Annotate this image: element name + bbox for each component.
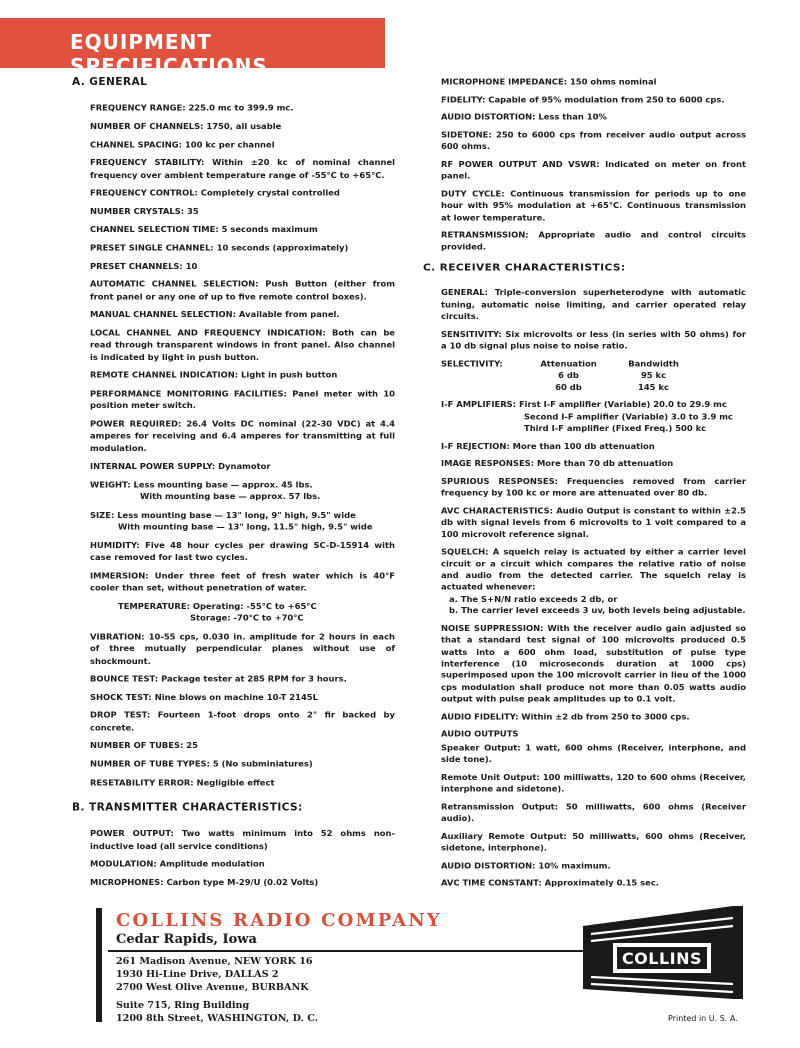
spec-key: SPURIOUS RESPONSES: bbox=[441, 476, 558, 486]
spec-key: MODULATION: bbox=[90, 859, 157, 869]
right-column bbox=[423, 76, 747, 895]
spec-key: WEIGHT: bbox=[90, 479, 131, 490]
receiver-spec-list-3 bbox=[441, 860, 746, 889]
spec-value: Operating: -55°C to +65°C bbox=[192, 600, 317, 611]
spec-key: IMAGE RESPONSES: bbox=[441, 458, 535, 469]
spec-item bbox=[441, 188, 746, 223]
office-addresses bbox=[116, 956, 318, 1026]
spec-value: 100 kc per channel bbox=[184, 139, 275, 150]
spec-value: 10% maximum. bbox=[538, 860, 611, 871]
spec-key: MICROPHONES: bbox=[90, 877, 164, 888]
spec-size bbox=[90, 509, 395, 533]
section-heading-general: A. GENERAL bbox=[72, 76, 148, 88]
spec-weight bbox=[90, 478, 395, 502]
spec-key: NUMBER OF CHANNELS: bbox=[90, 121, 204, 131]
spec-key: SIDETONE: bbox=[441, 129, 492, 140]
spec-value: 25 bbox=[186, 740, 198, 751]
spec-value: 100 milliwatts, 120 to 600 ohms (Receiver, interphone and sidetone). bbox=[441, 772, 746, 794]
general-spec-list-2 bbox=[90, 630, 395, 788]
spec-item bbox=[441, 458, 746, 470]
selectivity-header-bandwidth: Bandwidth bbox=[628, 358, 679, 369]
spec-value: More than 100 db attenuation bbox=[512, 441, 655, 451]
spec-humidity bbox=[90, 539, 395, 563]
spec-temperature bbox=[90, 600, 395, 624]
spec-key: BOUNCE TEST: bbox=[90, 673, 159, 684]
spec-value: Package tester at 285 RPM for 3 hours. bbox=[161, 673, 347, 684]
spec-value: Dynamotor bbox=[218, 461, 271, 471]
spec-value: Six microvolts or less (in series with 50 ohms) for a 10 db signal plus noise to noise ratio. bbox=[441, 329, 746, 351]
spec-key: FIDELITY: bbox=[441, 94, 486, 105]
spec-item bbox=[441, 475, 746, 499]
spec-selectivity bbox=[441, 358, 746, 393]
spec-value: 225.0 mc to 399.9 mc. bbox=[188, 102, 294, 113]
spec-value: Triple-conversion superheterodyne with automatic tuning, automatic noise limiting, and carrier operated relay circuits. bbox=[441, 288, 746, 322]
spec-item bbox=[90, 260, 395, 272]
spec-item bbox=[441, 287, 746, 322]
spec-key: AUDIO DISTORTION: bbox=[441, 112, 536, 122]
spec-item bbox=[441, 505, 746, 540]
spec-value: Negligible effect bbox=[196, 776, 275, 787]
spec-key: I-F AMPLIFIERS: bbox=[441, 399, 517, 410]
spec-item bbox=[90, 876, 395, 888]
spec-item bbox=[90, 418, 395, 454]
spec-key: POWER REQUIRED: bbox=[90, 418, 182, 429]
receiver-spec-list bbox=[441, 287, 746, 352]
spec-key: FREQUENCY RANGE: bbox=[90, 102, 186, 113]
selectivity-header-attenuation: Attenuation bbox=[540, 358, 597, 369]
address-line: 1200 8th Street, WASHINGTON, D. C. bbox=[116, 1013, 319, 1025]
spec-key: AVC CHARACTERISTICS: bbox=[441, 505, 554, 516]
spec-key: AUTOMATIC CHANNEL SELECTION: bbox=[90, 278, 259, 289]
spec-item bbox=[90, 387, 395, 411]
general-spec-list bbox=[90, 102, 395, 472]
spec-key: NUMBER OF TUBE TYPES: bbox=[90, 758, 210, 769]
spec-key: LOCAL CHANNEL AND FREQUENCY INDICATION: bbox=[90, 327, 326, 338]
selectivity-table bbox=[441, 369, 746, 393]
spec-item bbox=[90, 630, 395, 666]
footer-accent-bar bbox=[96, 908, 102, 1022]
spec-item bbox=[441, 328, 746, 352]
spec-key: SHOCK TEST: bbox=[90, 691, 152, 702]
spec-item bbox=[90, 673, 395, 685]
spec-value: First I-F amplifier (Variable) 20.0 to 29.9 mc bbox=[518, 399, 727, 410]
address-line: 1930 Hi-Line Drive, DALLAS 2 bbox=[116, 968, 279, 980]
spec-item bbox=[441, 94, 746, 106]
spec-key: POWER OUTPUT: bbox=[90, 828, 174, 839]
spec-value: Amplitude modulation bbox=[159, 859, 265, 869]
spec-value: Under three feet of fresh water which is 40°F cooler than set, without penetration of water. bbox=[90, 570, 395, 593]
address-line: 261 Madison Avenue, NEW YORK 16 bbox=[116, 956, 313, 967]
spec-item bbox=[441, 229, 746, 253]
spec-if-amplifiers bbox=[441, 399, 746, 434]
spec-item bbox=[441, 111, 746, 123]
section-heading-receiver: C. RECEIVER CHARACTERISTICS: bbox=[423, 262, 626, 274]
spec-value: More than 70 db attenuation bbox=[536, 458, 674, 469]
spec-noise-suppression bbox=[441, 622, 746, 704]
receiver-spec-list-2 bbox=[441, 440, 746, 540]
spec-item bbox=[90, 858, 395, 870]
spec-value: Third I-F amplifier (Fixed Freq.) 500 kc bbox=[524, 423, 707, 433]
spec-value: Within ±20 kc of nominal channel frequency over ambient temperature range of -55°C to +65°C. bbox=[90, 157, 396, 180]
spec-value: With mounting base — approx. 57 lbs. bbox=[140, 491, 321, 502]
spec-key: SQUELCH: bbox=[441, 546, 489, 557]
spec-value: Push Button (either from front panel or any one of up to five remote control boxes). bbox=[90, 278, 395, 301]
spec-value: Less mounting base — 13" long, 9" high, 9.5" wide bbox=[117, 509, 356, 520]
logo-text: COLLINS bbox=[621, 949, 703, 968]
spec-key: INTERNAL POWER SUPPLY: bbox=[90, 461, 216, 471]
spec-value: Two watts minimum into 52 ohms non-inductive load (all service conditions) bbox=[90, 828, 395, 851]
spec-item bbox=[441, 440, 746, 452]
spec-key: MICROPHONE IMPEDANCE: bbox=[441, 76, 568, 87]
spec-value: 150 ohms nominal bbox=[569, 76, 657, 87]
selectivity-attenuation: 6 db bbox=[558, 370, 579, 380]
spec-squelch bbox=[441, 546, 746, 617]
spec-key: CHANNEL SELECTION TIME: bbox=[90, 224, 219, 235]
left-column bbox=[72, 76, 396, 895]
spec-value: Both can be read through transparent windows in front panel. Also channel is indicated by light in push button. bbox=[90, 327, 395, 362]
spec-value: Fourteen 1-foot drops onto 2" fir backed by concrete. bbox=[90, 710, 395, 733]
spec-key: RESETABILITY ERROR: bbox=[90, 776, 194, 787]
spec-immersion bbox=[90, 570, 395, 594]
spec-key: SELECTIVITY: bbox=[441, 358, 503, 369]
spec-value: 5 seconds maximum bbox=[221, 224, 318, 235]
address-line: 2700 West Olive Avenue, BURBANK bbox=[116, 981, 309, 993]
spec-value: Audio Output is constant to within ±2.5 db with signal levels from 6 microvolts to 1 volt compared to a 100 microvolt reference signal. bbox=[441, 505, 747, 539]
audio-outputs-list bbox=[441, 742, 746, 854]
spec-key: PERFORMANCE MONITORING FACILITIES: bbox=[90, 388, 287, 399]
spec-value: Light in push button bbox=[241, 370, 338, 380]
spec-key: I-F REJECTION: bbox=[441, 441, 510, 451]
spec-audio-fidelity bbox=[441, 711, 746, 723]
spec-item bbox=[90, 278, 395, 302]
spec-value: Nine blows on machine 10-T 2145L bbox=[154, 691, 318, 702]
spec-item bbox=[90, 102, 395, 114]
spec-value: b. The carrier level exceeds 3 uv, both levels being adjustable. bbox=[449, 605, 746, 616]
spec-key: SIZE: bbox=[90, 509, 115, 520]
spec-key: NOISE SUPPRESSION: bbox=[441, 623, 544, 633]
spec-key: Remote Unit Output: bbox=[441, 772, 540, 782]
spec-value: With the receiver audio gain adjusted so that a standard test signal of 100 microvolts produced 0.5 watts into a 600 ohm load, substitution of pulse type interference (10 microseconds duration at 1000 cps) superimposed upon the 100 microvolt carrier in lieu of the 1000 cps modulation shall produce not more than 0.05 watts audio output with pulse peak amplitudes up to 0.1 volt. bbox=[441, 623, 746, 704]
page-banner: EQUIPMENT SPECIFICATIONS bbox=[0, 18, 385, 68]
company-city: Cedar Rapids, Iowa bbox=[116, 932, 257, 947]
spec-value: 5 (No subminiatures) bbox=[212, 758, 313, 769]
spec-item bbox=[441, 76, 746, 88]
spec-value: 35 bbox=[187, 206, 199, 216]
spec-item bbox=[90, 138, 395, 150]
spec-key: AUDIO DISTORTION: bbox=[441, 860, 536, 871]
spec-key: NUMBER CRYSTALS: bbox=[90, 206, 185, 216]
spec-key: CHANNEL SPACING: bbox=[90, 139, 183, 150]
spec-key: TEMPERATURE: bbox=[118, 600, 190, 611]
spec-key: GENERAL: bbox=[441, 288, 488, 298]
spec-value: 1750, all usable bbox=[206, 121, 282, 131]
spec-item bbox=[90, 740, 395, 752]
spec-value: 10 bbox=[185, 260, 198, 271]
selectivity-row bbox=[441, 381, 746, 393]
transmitter-spec-list bbox=[90, 828, 395, 889]
selectivity-bandwidth: 95 kc bbox=[640, 370, 667, 380]
spec-value: A squelch relay is actuated by either a carrier level circuit or a circuit which compares the relative ratio of noise and audio from the detected carrier. The squelch relay is actuated whenever: bbox=[441, 546, 747, 592]
spec-key: Speaker Output: bbox=[441, 743, 521, 753]
spec-value: Indicated on meter on front panel. bbox=[441, 159, 746, 181]
spec-key: RF POWER OUTPUT AND VSWR: bbox=[441, 159, 600, 169]
spec-key: FREQUENCY STABILITY: bbox=[90, 157, 205, 168]
spec-item bbox=[90, 242, 395, 254]
spec-value: 10-55 cps, 0.030 in. amplitude for 2 hours in each of three mutually perpendicular planes without use of shockmount. bbox=[90, 631, 396, 666]
spec-key: DROP TEST: bbox=[90, 710, 151, 720]
spec-value: Second I-F amplifier (Variable) 3.0 to 3.9 mc bbox=[524, 411, 733, 422]
spec-value: 26.4 Volts DC nominal (22-30 VDC) at 4.4 amperes for receiving and 6.4 amperes for transmitting at full modulation. bbox=[90, 418, 395, 453]
spec-value: a. The S+N/N ratio exceeds 2 db, or bbox=[449, 594, 618, 604]
spec-key: PRESET SINGLE CHANNEL: bbox=[90, 242, 214, 253]
footer-divider bbox=[108, 950, 588, 952]
spec-value: Frequencies removed from carrier frequency by 100 kc or more are attenuated over 80 db. bbox=[441, 476, 746, 498]
spec-value: Approximately 0.15 sec. bbox=[544, 878, 659, 888]
spec-value: Appropriate audio and control circuits provided. bbox=[441, 229, 747, 252]
spec-value: Capable of 95% modulation from 250 to 6000 cps. bbox=[488, 94, 725, 105]
spec-key: MANUAL CHANNEL SELECTION: bbox=[90, 309, 236, 320]
spec-key: AUDIO FIDELITY: bbox=[441, 711, 519, 722]
selectivity-attenuation: 60 db bbox=[555, 382, 582, 392]
spec-item bbox=[441, 860, 746, 872]
spec-key: VIBRATION: bbox=[90, 631, 145, 642]
selectivity-bandwidth: 145 kc bbox=[638, 382, 669, 392]
spec-item bbox=[90, 157, 395, 181]
audio-outputs-heading: AUDIO OUTPUTS bbox=[441, 729, 519, 739]
spec-item bbox=[441, 877, 746, 889]
spec-key: SENSITIVITY: bbox=[441, 329, 502, 339]
spec-value: Less mounting base — approx. 45 lbs. bbox=[133, 479, 313, 490]
spec-value: Carbon type M-29/U (0.02 Volts) bbox=[166, 877, 319, 888]
spec-item bbox=[90, 308, 395, 320]
spec-value: 50 milliwatts, 600 ohms (Receiver audio). bbox=[441, 801, 746, 824]
spec-value: Continuous transmission for periods up to one hour with 95% modulation at +65°C. Continuous transmission at lower temperature. bbox=[441, 188, 746, 222]
spec-item bbox=[441, 158, 746, 182]
address-line: Suite 715, Ring Building bbox=[116, 1000, 250, 1012]
spec-value: 250 to 6000 cps from receiver audio output across 600 ohms. bbox=[441, 129, 746, 152]
spec-value: Less than 10% bbox=[538, 112, 607, 122]
spec-key: DUTY CYCLE: bbox=[441, 188, 505, 199]
spec-item bbox=[441, 830, 746, 854]
spec-item bbox=[90, 327, 395, 363]
transmitter-spec-list-right bbox=[441, 76, 746, 253]
printed-in-usa: Printed in U. S. A. bbox=[668, 1014, 738, 1023]
spec-item bbox=[90, 223, 395, 235]
spec-key: IMMERSION: bbox=[90, 570, 149, 581]
spec-key: REMOTE CHANNEL INDICATION: bbox=[90, 370, 239, 380]
spec-key: RETRANSMISSION: bbox=[441, 229, 529, 240]
spec-key: HUMIDITY: bbox=[90, 540, 140, 550]
spec-item bbox=[90, 709, 395, 733]
spec-key: PRESET CHANNELS: bbox=[90, 260, 183, 271]
spec-key: NUMBER OF TUBES: bbox=[90, 740, 184, 751]
spec-item bbox=[90, 460, 395, 472]
spec-value: Five 48 hour cycles per drawing SC-D-15914 with case removed for last two cycles. bbox=[90, 540, 395, 563]
spec-item bbox=[90, 828, 395, 852]
spec-value: 10 seconds (approximately) bbox=[216, 242, 349, 253]
spec-item bbox=[441, 129, 746, 153]
spec-item bbox=[441, 772, 746, 796]
spec-value: Completely crystal controlled bbox=[200, 187, 340, 198]
spec-value: Within ±2 db from 250 to 3000 cps. bbox=[521, 711, 690, 722]
collins-logo bbox=[583, 904, 743, 1009]
spec-value: 1 watt, 600 ohms (Receiver, interphone, and side tone). bbox=[441, 743, 747, 765]
spec-key: FREQUENCY CONTROL: bbox=[90, 187, 198, 198]
spec-item bbox=[90, 120, 395, 132]
spec-item bbox=[90, 205, 395, 217]
selectivity-row bbox=[441, 369, 746, 381]
spec-item bbox=[90, 369, 395, 381]
spec-value: Available from panel. bbox=[238, 309, 340, 320]
spec-key: Auxiliary Remote Output: bbox=[441, 831, 567, 841]
spec-key: Retransmission Output: bbox=[441, 801, 559, 812]
spec-value: With mounting base — 13" long, 11.5" high, 9.5" wide bbox=[118, 521, 373, 532]
spec-item bbox=[90, 187, 395, 199]
spec-item bbox=[441, 801, 746, 825]
section-heading-transmitter: B. TRANSMITTER CHARACTERISTICS: bbox=[72, 801, 303, 814]
spec-key: AVC TIME CONSTANT: bbox=[441, 878, 542, 888]
spec-item bbox=[90, 758, 395, 770]
spec-item bbox=[441, 742, 746, 766]
spec-value: 50 milliwatts, 600 ohms (Receiver, sidetone, interphone). bbox=[441, 831, 746, 853]
company-name: COLLINS RADIO COMPANY bbox=[116, 910, 442, 931]
spec-item bbox=[90, 776, 395, 788]
spec-value: Storage: -70°C to +70°C bbox=[190, 613, 304, 623]
spec-item bbox=[90, 691, 395, 703]
spec-value: Panel meter with 10 position meter switch. bbox=[90, 388, 395, 411]
